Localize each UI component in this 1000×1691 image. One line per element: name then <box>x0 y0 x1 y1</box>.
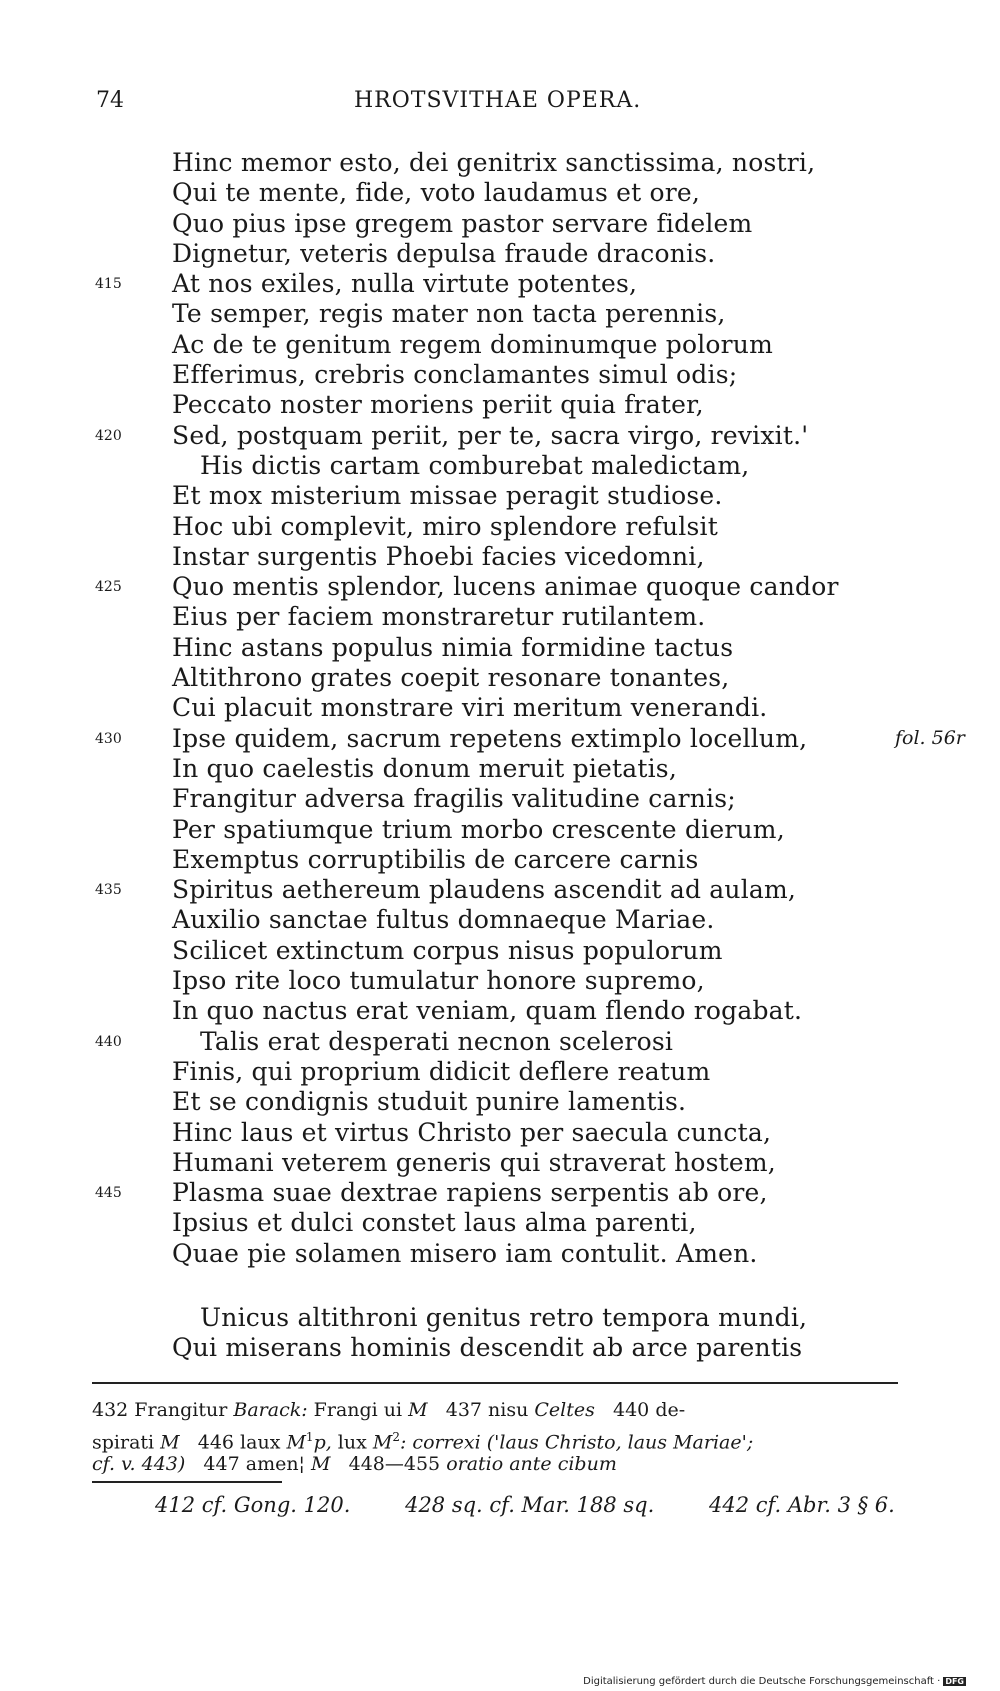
apparatus-line <box>92 1424 900 1454</box>
verse-text: Plasma suae dextrae rapiens serpentis ab ore, <box>172 1178 768 1208</box>
apparatus-text: 437 nisu <box>427 1399 535 1421</box>
verse-text: Instar surgentis Phoebi facies vicedomni, <box>172 541 705 571</box>
verse-line <box>0 1208 1000 1238</box>
critical-apparatus <box>92 1397 900 1478</box>
line-number: 420 <box>95 427 122 444</box>
apparatus-text: Frangi ui <box>307 1399 409 1421</box>
page-header <box>96 88 896 124</box>
apparatus-text: M <box>408 1399 428 1421</box>
verse-line <box>0 1333 1000 1363</box>
verse-line <box>0 633 1000 663</box>
verse-line <box>0 209 1000 239</box>
apparatus-text: 448—455 <box>330 1453 447 1475</box>
verse-text: Dignetur, veteris depulsa fraude draconis. <box>172 238 716 268</box>
verse-line <box>0 815 1000 845</box>
verse-text: Finis, qui proprium didicit deflere reatum <box>172 1056 711 1086</box>
apparatus-text: oratio ante cibum <box>446 1453 617 1475</box>
verse-line <box>0 1148 1000 1178</box>
verse-text: Quo pius ipse gregem pastor servare fidelem <box>172 208 753 238</box>
verse-line <box>0 693 1000 723</box>
apparatus-text: M <box>372 1431 393 1454</box>
verse-line <box>0 360 1000 390</box>
apparatus-text: 1 <box>305 1430 314 1444</box>
verse-line <box>0 1178 1000 1208</box>
line-number: 425 <box>95 579 122 596</box>
verse-line <box>0 148 1000 178</box>
verse-text: Hinc memor esto, dei genitrix sanctissima, nostri, <box>172 148 816 177</box>
verse-line <box>0 754 1000 784</box>
verse-line <box>0 1087 1000 1117</box>
verse-text: Efferimus, crebris conclamantes simul odis; <box>172 360 738 390</box>
verse-text: In quo nactus erat veniam, quam flendo rogabat. <box>172 996 803 1026</box>
verse-line <box>0 1057 1000 1087</box>
verse-line <box>0 1303 1000 1333</box>
verse-text: Scilicet extinctum corpus nisus populorum <box>172 935 723 965</box>
apparatus-text: : correxi ('laus Christo, laus Mariae'; <box>399 1431 754 1454</box>
apparatus-text: M <box>160 1431 180 1454</box>
apparatus-text: p, <box>313 1431 332 1454</box>
apparatus-text: Barack: <box>233 1399 308 1421</box>
verse-line <box>0 451 1000 481</box>
verse-text: Spiritus aethereum plaudens ascendit ad aulam, <box>172 875 797 905</box>
verse-line <box>0 330 1000 360</box>
source-ref: 428 sq. cf. Mar. 188 sq. <box>405 1493 655 1517</box>
verse-line <box>0 512 1000 542</box>
apparatus-text: 2 <box>392 1430 400 1444</box>
verse-line <box>0 905 1000 935</box>
source-ref: 412 cf. Gong. 120. <box>155 1493 351 1517</box>
apparatus-text: Celtes <box>534 1399 595 1421</box>
verse-line <box>0 996 1000 1026</box>
source-ref: 442 cf. Abr. 3 § 6. <box>709 1493 895 1517</box>
apparatus-text: spirati <box>92 1431 161 1454</box>
line-number: 440 <box>95 1033 122 1050</box>
apparatus-text: 446 laux <box>179 1431 287 1454</box>
verse-line <box>0 602 1000 632</box>
verse-line <box>0 724 1000 754</box>
verse-text: Ipsius et dulci constet laus alma parenti, <box>172 1208 697 1238</box>
apparatus-text: lux <box>331 1431 373 1454</box>
verse-text: Eius per faciem monstraretur rutilantem. <box>172 602 706 632</box>
verse-line <box>0 845 1000 875</box>
verse-line <box>0 542 1000 572</box>
verse-line <box>0 1118 1000 1148</box>
verse-text: Peccato noster moriens periit quia frater, <box>172 390 704 420</box>
verse-text: Hoc ubi complevit, miro splendore refulsit <box>172 511 718 541</box>
apparatus-text: 440 de- <box>594 1399 686 1421</box>
verse-block <box>0 148 1000 1269</box>
verse-line <box>0 390 1000 420</box>
running-title: HROTSVITHAE OPERA. <box>354 88 642 113</box>
verse-text: Qui miserans hominis descendit ab arce parentis <box>172 1333 803 1363</box>
verse-line <box>0 299 1000 329</box>
verse-line <box>0 239 1000 269</box>
verse-line <box>0 966 1000 996</box>
verse-text: Ipso rite loco tumulatur honore supremo, <box>172 966 705 996</box>
verse-text: Et se condignis studuit punire lamentis. <box>172 1087 687 1117</box>
verse-text: Per spatiumque trium morbo crescente dierum, <box>172 814 785 844</box>
verse-line <box>0 572 1000 602</box>
verse-text: Ipse quidem, sacrum repetens extimplo locellum, <box>172 723 808 753</box>
verse-text: Te semper, regis mater non tacta perennis, <box>172 299 726 329</box>
digitization-credit <box>583 1676 966 1687</box>
verse-text: Humani veterem generis qui straverat hostem, <box>172 1147 776 1177</box>
credit-text: Digitalisierung gefördert durch die Deutsche Forschungsgemeinschaft · <box>583 1676 941 1687</box>
apparatus-text: 432 Frangitur <box>92 1399 234 1421</box>
verse-text: His dictis cartam comburebat maledictam, <box>200 450 750 480</box>
verse-text: In quo caelestis donum meruit pietatis, <box>172 753 677 783</box>
verse-text: Quo mentis splendor, lucens animae quoque candor <box>172 572 839 602</box>
verse-line <box>0 1027 1000 1057</box>
verse-line <box>0 481 1000 511</box>
apparatus-text: M <box>286 1431 306 1454</box>
verse-text: Auxilio sanctae fultus domnaeque Mariae. <box>172 905 715 935</box>
verse-text: Hinc laus et virtus Christo per saecula cuncta, <box>172 1117 772 1147</box>
apparatus-line <box>92 1397 900 1424</box>
verse-text: Exemptus corruptibilis de carcere carnis <box>172 844 699 874</box>
verse-text: Cui placuit monstrare viri meritum venerandi. <box>172 693 768 723</box>
dfg-logo-icon: DFG <box>945 1677 964 1686</box>
source-references <box>155 1493 915 1517</box>
apparatus-text: M <box>311 1453 331 1475</box>
apparatus-line <box>92 1451 900 1478</box>
verse-text: Unicus altithroni genitus retro tempora mundi, <box>200 1303 808 1332</box>
verse-block-next-poem <box>0 1303 1000 1364</box>
verse-text: Talis erat desperati necnon scelerosi <box>200 1026 674 1056</box>
verse-line <box>0 178 1000 208</box>
page-number: 74 <box>96 88 124 113</box>
line-number: 415 <box>95 276 122 293</box>
verse-text: Quae pie solamen misero iam contulit. Amen. <box>172 1238 758 1268</box>
line-number: 435 <box>95 882 122 899</box>
verse-line <box>0 784 1000 814</box>
verse-text: Sed, postquam periit, per te, sacra virgo, revixit.' <box>172 420 809 450</box>
verse-line <box>0 936 1000 966</box>
verse-line <box>0 1239 1000 1269</box>
verse-text: Frangitur adversa fragilis valitudine carnis; <box>172 784 736 814</box>
verse-line <box>0 269 1000 299</box>
verse-line <box>0 663 1000 693</box>
verse-text: Ac de te genitum regem dominumque polorum <box>172 329 773 359</box>
verse-line <box>0 421 1000 451</box>
line-number: 430 <box>95 730 122 747</box>
apparatus-text: cf. v. 443) <box>92 1453 186 1475</box>
line-number: 445 <box>95 1185 122 1202</box>
sources-divider <box>92 1481 282 1483</box>
verse-text: Altithrono grates coepit resonare tonantes, <box>172 663 730 693</box>
verse-line <box>0 875 1000 905</box>
apparatus-text: 447 amen¦ <box>185 1453 312 1475</box>
verse-text: At nos exiles, nulla virtute potentes, <box>172 269 638 299</box>
footnote-divider <box>92 1382 898 1384</box>
verse-text: Et mox misterium missae peragit studiose. <box>172 481 723 511</box>
verse-text: Qui te mente, fide, voto laudamus et ore, <box>172 178 701 208</box>
verse-text: Hinc astans populus nimia formidine tactus <box>172 632 734 662</box>
folio-marginal-note: fol. 56r <box>895 726 965 749</box>
